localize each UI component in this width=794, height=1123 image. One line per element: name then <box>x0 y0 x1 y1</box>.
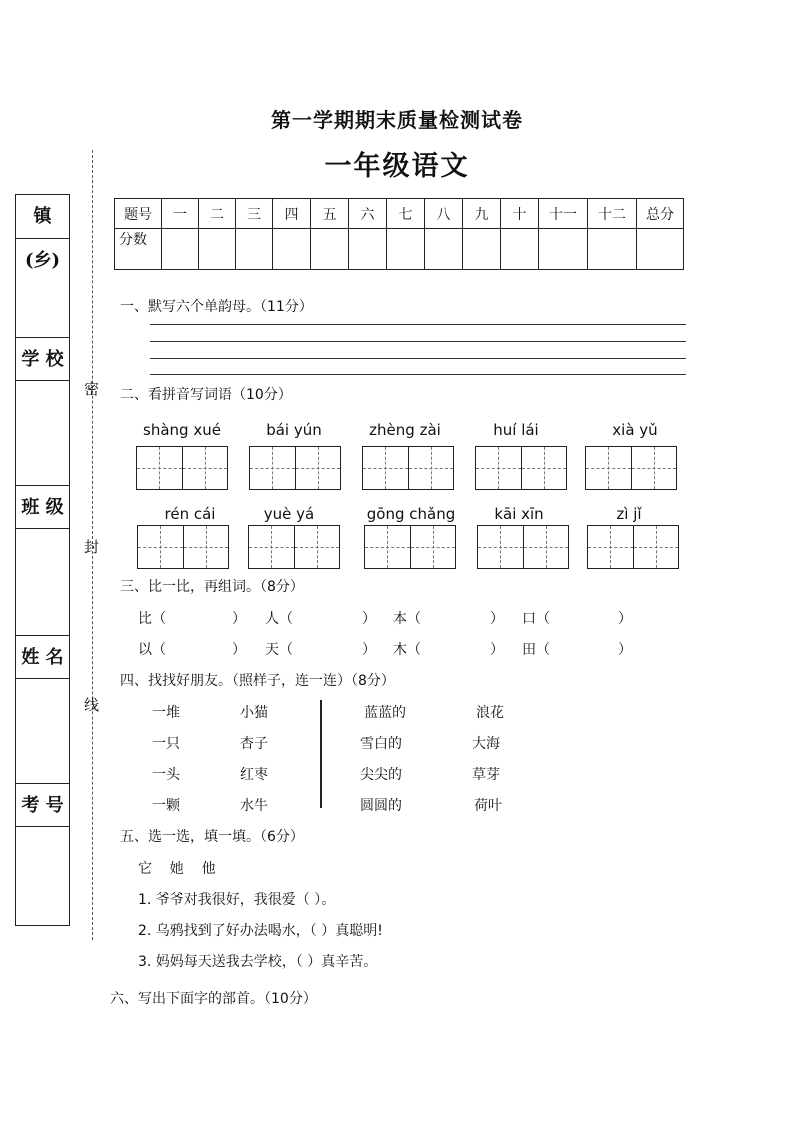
q1-title: 一、默写六个单韵母。（11分） <box>120 299 313 315</box>
q3-title: 三、比一比，再组词。（8分） <box>120 579 304 595</box>
compare-char: 田（ <box>522 642 550 658</box>
pinyin-label: shàng xué <box>143 421 221 439</box>
seal-feng: 封 <box>84 538 100 556</box>
pinyin-label: xià yǔ <box>612 421 658 439</box>
match-word[interactable]: 雪白的 <box>360 736 402 752</box>
pronoun-options: 它 她 他 <box>138 861 216 877</box>
writing-grid[interactable] <box>248 525 340 569</box>
score-cell[interactable] <box>539 229 588 270</box>
writing-grid[interactable] <box>136 446 228 490</box>
seal-xian: 线 <box>84 696 100 714</box>
pinyin-label: yuè yá <box>263 505 315 523</box>
pinyin-label: zì jǐ <box>616 505 642 523</box>
writing-grid[interactable] <box>587 525 679 569</box>
pinyin-label: gōng chǎng <box>366 505 456 523</box>
compare-char: 木（ <box>393 642 421 658</box>
page-title: 第一学期期末质量检测试卷 <box>271 108 523 132</box>
score-cell[interactable] <box>311 229 349 270</box>
match-word[interactable]: 小猫 <box>240 705 268 721</box>
match-word[interactable]: 圆圆的 <box>360 798 402 814</box>
answer-line[interactable] <box>150 358 686 359</box>
score-header-cell: 总分 <box>637 199 684 229</box>
score-cell[interactable] <box>387 229 425 270</box>
writing-grid[interactable] <box>585 446 677 490</box>
compare-paren[interactable]: ） <box>232 642 246 658</box>
divider-line <box>320 700 322 808</box>
score-cell[interactable] <box>637 229 684 270</box>
score-header-cell: 十 <box>501 199 539 229</box>
score-header-cell: 二 <box>199 199 236 229</box>
writing-grid[interactable] <box>137 525 229 569</box>
score-cell[interactable] <box>273 229 311 270</box>
score-header-cell: 五 <box>311 199 349 229</box>
score-cell[interactable] <box>236 229 273 270</box>
match-word[interactable]: 浪花 <box>476 705 504 721</box>
score-header-cell: 七 <box>387 199 425 229</box>
side-label-name: 姓 名 <box>16 635 69 679</box>
fill-blank-item[interactable]: 3. 妈妈每天送我去学校，（ ）真辛苦。 <box>138 954 378 970</box>
q5-title: 五、选一选，填一填。（6分） <box>120 829 304 845</box>
fill-blank-item[interactable]: 2. 乌鸦找到了好办法喝水，（ ）真聪明! <box>138 923 383 939</box>
pinyin-label: bái yún <box>266 421 322 439</box>
match-word[interactable]: 草芽 <box>472 767 500 783</box>
q4-title: 四、找找好朋友。（照样子，连一连）（8分） <box>120 673 395 689</box>
match-word[interactable]: 水牛 <box>240 798 268 814</box>
match-word[interactable]: 大海 <box>472 736 500 752</box>
match-word[interactable]: 荷叶 <box>474 798 502 814</box>
answer-line[interactable] <box>150 374 686 375</box>
compare-paren[interactable]: ） <box>362 611 376 627</box>
compare-char: 天（ <box>265 642 293 658</box>
compare-char: 以（ <box>138 642 166 658</box>
score-cell[interactable] <box>349 229 387 270</box>
side-label-town: 镇(乡) <box>16 195 69 239</box>
compare-paren[interactable]: ） <box>490 611 504 627</box>
match-word[interactable]: 红枣 <box>240 767 268 783</box>
answer-line[interactable] <box>150 341 686 342</box>
pinyin-label: huí lái <box>493 421 539 439</box>
pinyin-label: rén cái <box>164 505 216 523</box>
compare-char: 口（ <box>522 611 550 627</box>
fill-blank-item[interactable]: 1. 爷爷对我很好，我很爱（ ）。 <box>138 892 336 908</box>
compare-paren[interactable]: ） <box>618 611 632 627</box>
match-word[interactable]: 杏子 <box>240 736 268 752</box>
score-header-cell: 十一 <box>539 199 588 229</box>
q2-title: 二、看拼音写词语（10分） <box>120 387 292 403</box>
match-word[interactable]: 一颗 <box>152 798 180 814</box>
score-header-cell: 六 <box>349 199 387 229</box>
score-cell[interactable] <box>588 229 637 270</box>
compare-char: 人（ <box>265 611 293 627</box>
compare-char: 比（ <box>138 611 166 627</box>
seal-mi: 密 <box>84 380 100 398</box>
score-header-cell: 三 <box>236 199 273 229</box>
writing-grid[interactable] <box>475 446 567 490</box>
match-word[interactable]: 一只 <box>152 736 180 752</box>
side-label-class: 班 级 <box>16 485 69 529</box>
score-header-cell: 四 <box>273 199 311 229</box>
score-header-cell: 题号 <box>115 199 162 229</box>
score-table-score-row <box>115 229 684 270</box>
score-cell[interactable] <box>162 229 199 270</box>
answer-line[interactable] <box>150 324 686 325</box>
side-label-school: 学 校 <box>16 337 69 381</box>
writing-grid[interactable] <box>249 446 341 490</box>
score-table <box>114 198 684 270</box>
compare-paren[interactable]: ） <box>490 642 504 658</box>
compare-paren[interactable]: ） <box>618 642 632 658</box>
score-cell[interactable] <box>501 229 539 270</box>
score-header-cell: 八 <box>425 199 463 229</box>
score-table-header-row <box>115 199 684 229</box>
score-header-cell: 十二 <box>588 199 637 229</box>
writing-grid[interactable] <box>364 525 456 569</box>
writing-grid[interactable] <box>362 446 454 490</box>
page-subtitle: 一年级语文 <box>324 151 470 182</box>
match-word[interactable]: 一头 <box>152 767 180 783</box>
student-info-box <box>15 194 70 926</box>
score-cell[interactable] <box>199 229 236 270</box>
score-cell[interactable] <box>463 229 501 270</box>
side-label-exam-number: 考 号 <box>16 783 69 827</box>
match-word[interactable]: 尖尖的 <box>360 767 402 783</box>
compare-char: 本（ <box>393 611 421 627</box>
pinyin-label: zhèng zài <box>369 421 441 439</box>
q6-title: 六、写出下面字的部首。（10分） <box>110 991 317 1007</box>
pinyin-label: kāi xīn <box>494 505 544 523</box>
compare-paren[interactable]: ） <box>362 642 376 658</box>
match-word[interactable]: 蓝蓝的 <box>364 705 406 721</box>
writing-grid[interactable] <box>477 525 569 569</box>
compare-paren[interactable]: ） <box>232 611 246 627</box>
score-row-label: 分数 <box>115 229 162 270</box>
match-word[interactable]: 一堆 <box>152 705 180 721</box>
score-cell[interactable] <box>425 229 463 270</box>
score-header-cell: 一 <box>162 199 199 229</box>
score-header-cell: 九 <box>463 199 501 229</box>
